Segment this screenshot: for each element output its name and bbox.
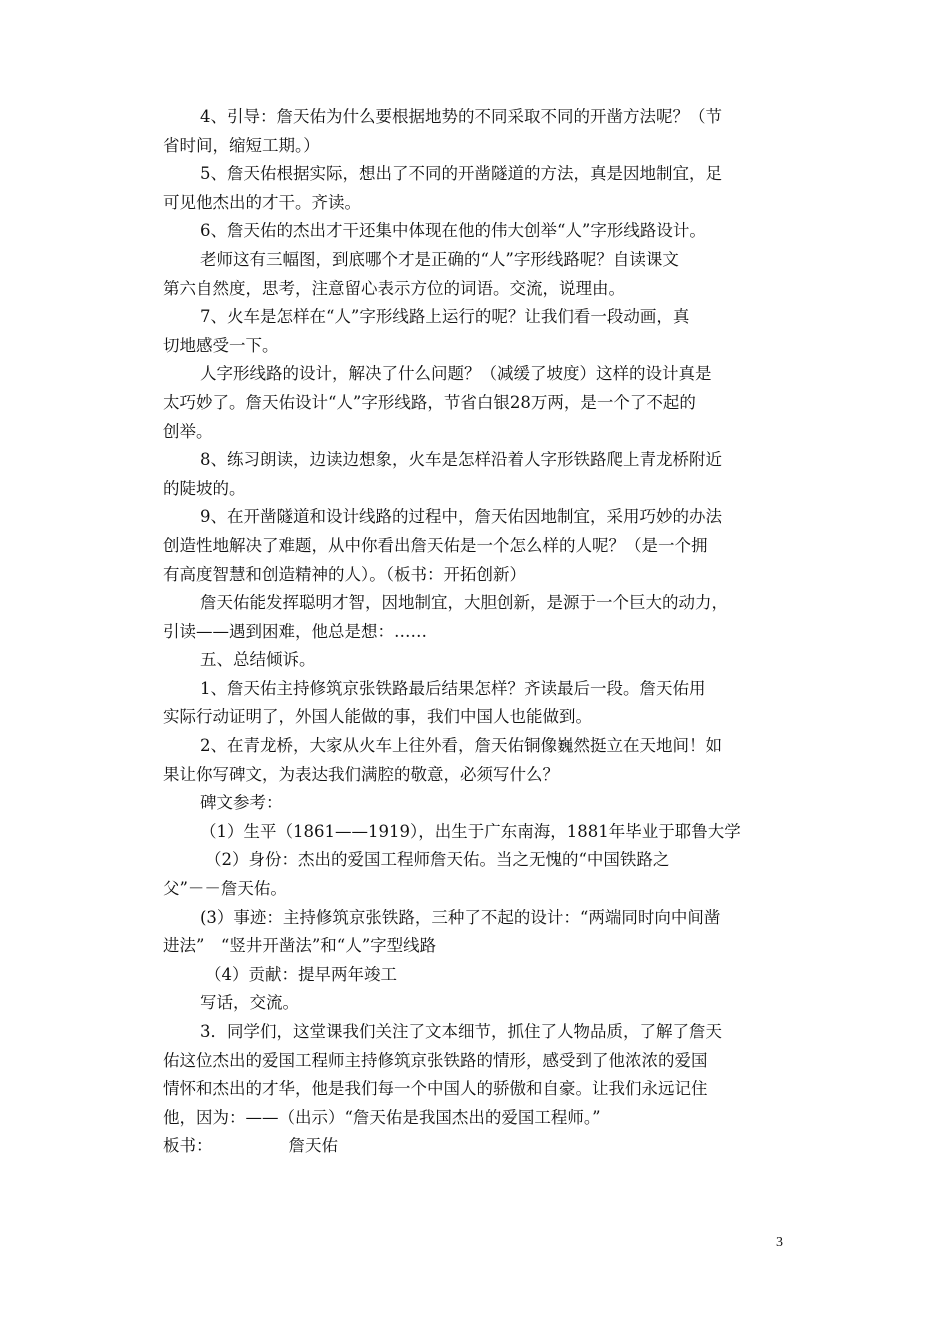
paragraph-line: 的陡坡的。 <box>163 478 246 498</box>
paragraph-line: 碑文参考： <box>200 793 283 813</box>
paragraph-line: 切地感受一下。 <box>163 335 279 355</box>
paragraph-line: 7、火车是怎样在“人”字形线路上运行的呢？让我们看一段动画，真 <box>200 307 690 327</box>
paragraph-line: 果让你写碑文，为表达我们满腔的敬意，必须写什么？ <box>163 764 559 784</box>
paragraph-line: 2、在青龙桥，大家从火车上往外看，詹天佑铜像巍然挺立在天地间！如 <box>200 736 722 756</box>
paragraph-line: 创举。 <box>163 421 213 441</box>
paragraph-line: 8、练习朗读，边读边想象，火车是怎样沿着人字形铁路爬上青龙桥附近 <box>200 450 722 470</box>
paragraph-line: 3．同学们，这堂课我们关注了文本细节，抓住了人物品质，了解了詹天 <box>200 1022 722 1041</box>
paragraph-line: 父”－－詹天佑。 <box>163 879 287 899</box>
paragraph-line: 他，因为：——（出示）“詹天佑是我国杰出的爱国工程师。” <box>163 1107 601 1127</box>
paragraph-line: 写话，交流。 <box>200 993 299 1013</box>
page-number: 3 <box>776 1235 783 1250</box>
paragraph-line: 引读——遇到困难，他总是想：…… <box>163 621 427 641</box>
paragraph-line: （1）生平（1861——1919），出生于广东南海，1881年毕业于耶鲁大学 <box>200 821 741 841</box>
paragraph-line: 9、在开凿隧道和设计线路的过程中，詹天佑因地制宜，采用巧妙的办法 <box>200 507 722 527</box>
paragraph-line: 詹天佑能发挥聪明才智，因地制宜，大胆创新，是源于一个巨大的动力， <box>200 593 728 613</box>
paragraph-line: 5、詹天佑根据实际，想出了不同的开凿隧道的方法，真是因地制宜，足 <box>200 164 722 184</box>
paragraph-line: 第六自然度，思考，注意留心表示方位的词语。交流，说理由。 <box>163 278 625 298</box>
paragraph-line: （4）贡献：提早两年竣工 <box>205 964 397 984</box>
board-line <box>163 1132 793 1161</box>
paragraph-line: 情怀和杰出的才华，他是我们每一个中国人的骄傲和自豪。让我们永远记住 <box>163 1079 708 1099</box>
paragraph-line: 省时间，缩短工期。） <box>163 135 320 155</box>
board-label: 板书： <box>163 1136 213 1156</box>
section-heading: 五、总结倾诉。 <box>200 650 316 670</box>
paragraph-line: 有高度智慧和创造精神的人）。（板书：开拓创新） <box>163 564 526 584</box>
paragraph-line: 人字形线路的设计，解决了什么问题？（减缓了坡度）这样的设计真是 <box>200 364 712 384</box>
paragraph-line: 可见他杰出的才干。齐读。 <box>163 192 361 212</box>
paragraph-line: （2）身份：杰出的爱国工程师詹天佑。当之无愧的“中国铁路之 <box>205 850 670 870</box>
paragraph-line: 创造性地解决了难题，从中你看出詹天佑是一个怎么样的人呢？（是一个拥 <box>163 535 708 555</box>
paragraph-line: 4、引导：詹天佑为什么要根据地势的不同采取不同的开凿方法呢？（节 <box>200 107 722 126</box>
paragraph-line: 太巧妙了。詹天佑设计“人”字形线路，节省白银28万两，是一个了不起的 <box>163 392 696 412</box>
paragraph-line: 实际行动证明了，外国人能做的事，我们中国人也能做到。 <box>163 707 592 727</box>
document-body <box>163 103 793 1161</box>
paragraph-line: 进法” “竖井开凿法”和“人”字型线路 <box>163 936 437 956</box>
paragraph-line: 6、詹天佑的杰出才干还集中体现在他的伟大创举“人”字形线路设计。 <box>200 221 706 241</box>
paragraph-line: (3）事迹：主持修筑京张铁路，三种了不起的设计：“两端同时向中间凿 <box>200 907 721 927</box>
paragraph-line: 佑这位杰出的爱国工程师主持修筑京张铁路的情形，感受到了他浓浓的爱国 <box>163 1050 708 1070</box>
paragraph-line: 1、詹天佑主持修筑京张铁路最后结果怎样？齐读最后一段。詹天佑用 <box>200 678 706 698</box>
board-name: 詹天佑 <box>288 1136 338 1156</box>
paragraph-line: 老师这有三幅图，到底哪个才是正确的“人”字形线路呢？自读课文 <box>200 249 679 269</box>
